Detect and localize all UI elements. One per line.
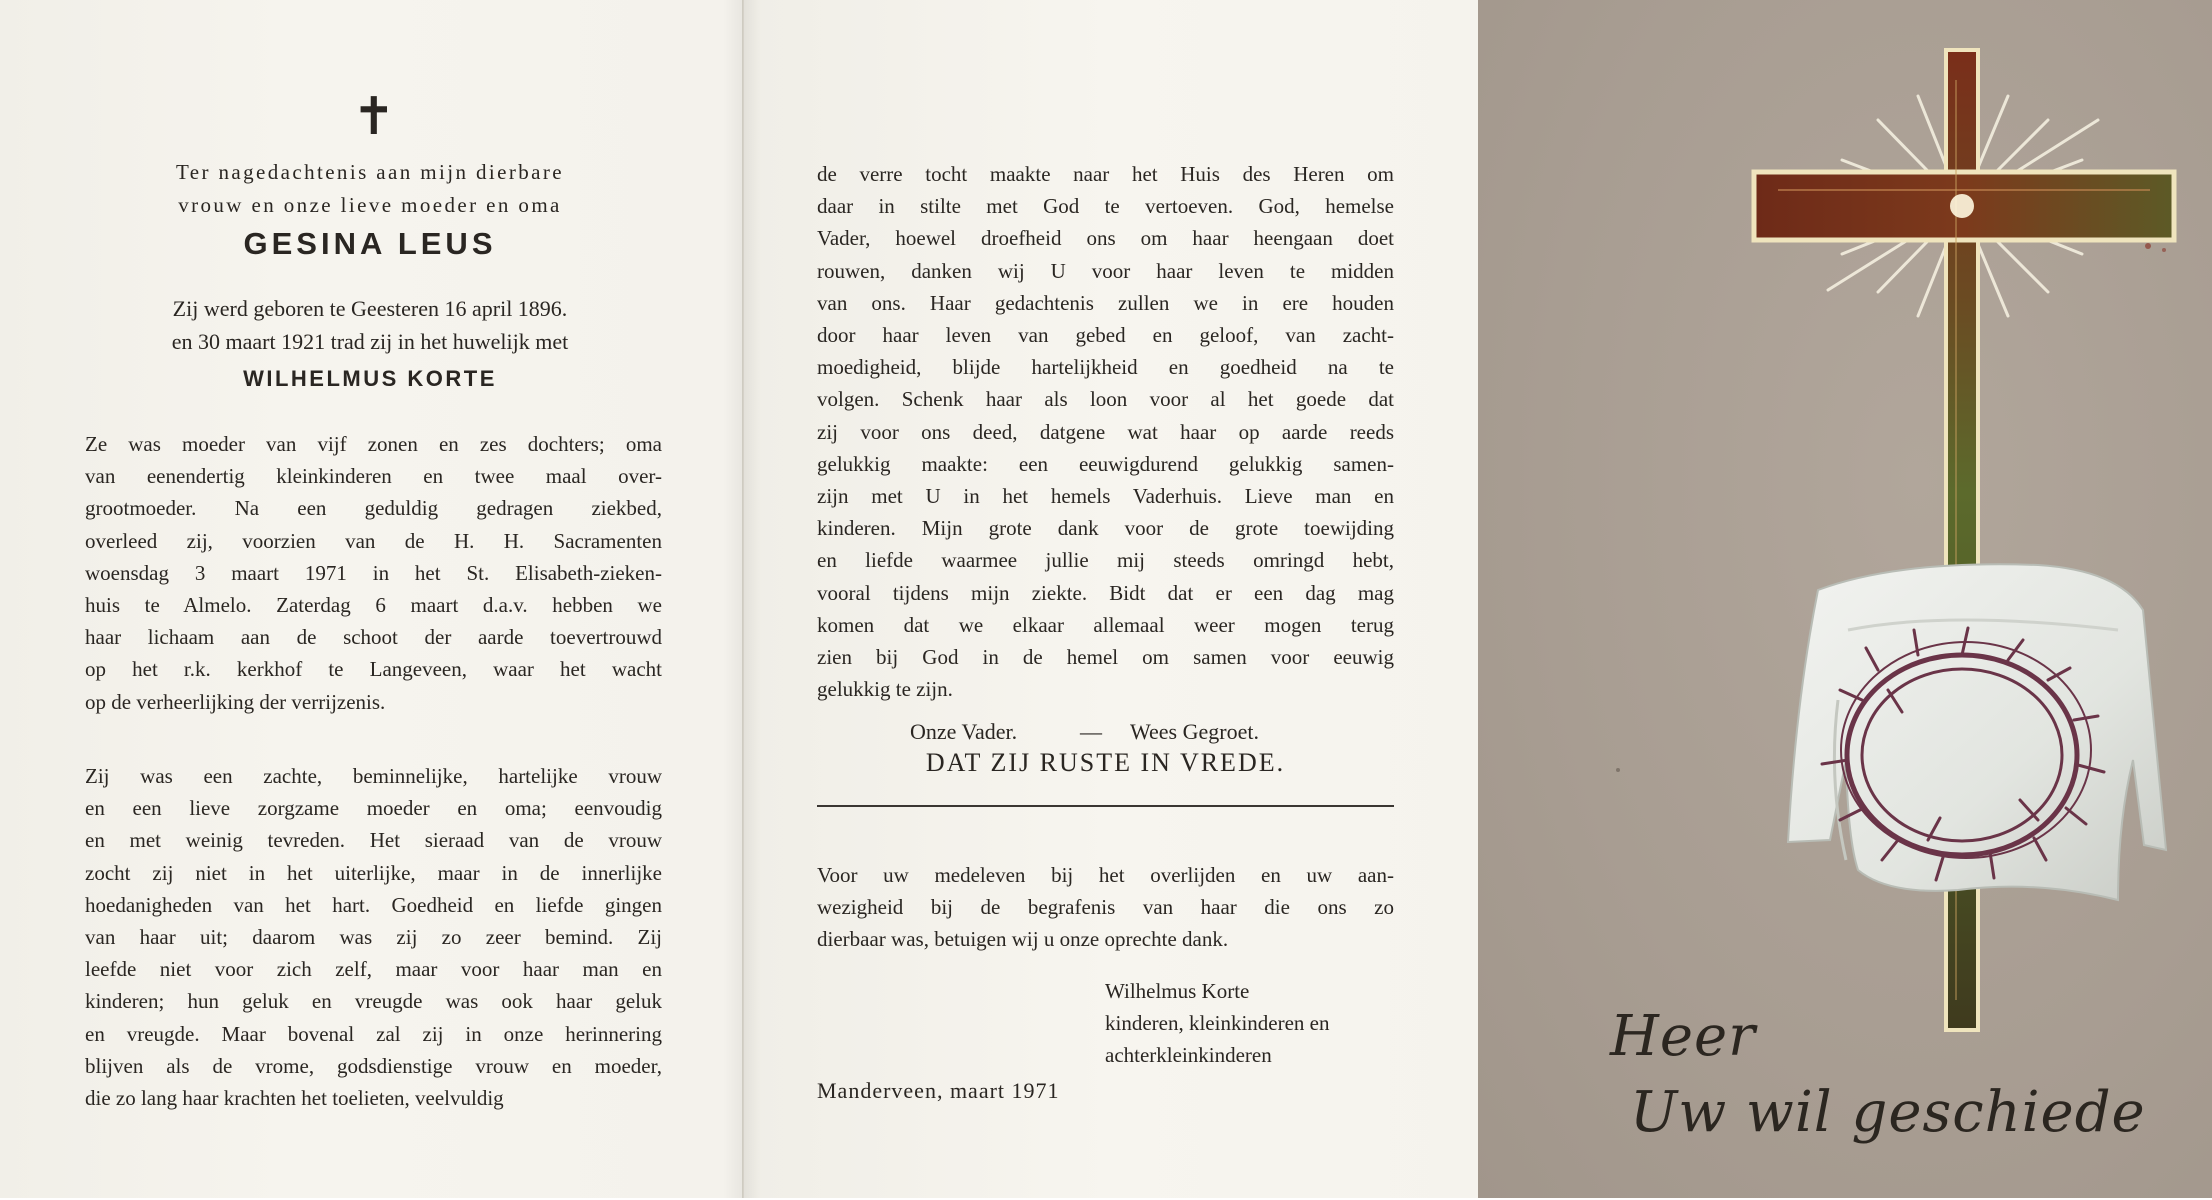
- text-line: volgen. Schenk haar als loon voor al het goede dat: [817, 387, 1394, 412]
- text-line: komen dat we elkaar allemaal weer mogen terug: [817, 612, 1394, 637]
- text-line: overleed zij, voorzien van de H. H. Sacramenten: [85, 528, 662, 553]
- text-line: moedigheid, blijde hartelijkheid en goedheid na te: [817, 355, 1394, 380]
- motto-line-2: Uw wil geschiede: [1630, 1080, 2146, 1145]
- fold-shadow: [723, 0, 743, 1198]
- text-line: Zij was een zachte, beminnelijke, hartelijke vrouw: [85, 764, 662, 788]
- text-line: door haar leven van gebed en geloof, van zacht-: [817, 323, 1394, 347]
- signature-line-1: Wilhelmus Korte: [1105, 979, 1250, 1003]
- divider: [817, 805, 1394, 807]
- text-line: de verre tocht maakte naar het Huis des Heren om: [817, 162, 1394, 186]
- text-line: zijn met U in het hemels Vaderhuis. Lieve man en: [817, 484, 1394, 508]
- glow-center: [1950, 194, 1974, 218]
- intro-line-2: vrouw en onze lieve moeder en oma: [178, 193, 562, 217]
- text-line: Vader, hoewel droefheid ons om haar heengaan doet: [817, 226, 1394, 251]
- text-line: kinderen. Mijn grote dank voor de grote toewijding: [817, 516, 1394, 541]
- motto-line-1: Heer: [1610, 1004, 1756, 1069]
- text-line: kinderen; hun geluk en vreugde was ook haar geluk: [85, 989, 662, 1014]
- intro-line-1: Ter nagedachtenis aan mijn dierbare: [175, 160, 565, 184]
- prayer-hail-mary: Wees Gegroet.: [1130, 719, 1259, 744]
- text-line: gelukkig maakte: een eeuwigdurend gelukkig samen-: [817, 451, 1394, 476]
- place-date: Manderveen, maart 1971: [817, 1078, 1060, 1103]
- text-line: en vreugde. Maar bovenal zal zij in onze herinnering: [85, 1021, 662, 1046]
- text-line: dierbaar was, betuigen wij u onze oprechte dank.: [817, 927, 1229, 952]
- fold-shadow: [743, 0, 761, 1198]
- text-line: hoedanigheden van het hart. Goedheid en liefde gingen: [85, 892, 662, 917]
- signature-line-2: kinderen, kleinkinderen en: [1105, 1011, 1330, 1035]
- deceased-name: GESINA LEUS: [243, 226, 497, 261]
- text-line: woensdag 3 maart 1971 in het St. Elisabeth-zieken-: [85, 560, 662, 585]
- text-line: Ze was moeder van vijf zonen en zes dochters; oma: [85, 432, 662, 456]
- cross-icon: ✝: [352, 89, 396, 146]
- text-line: rouwen, danken wij U voor haar leven te midden: [817, 258, 1394, 283]
- text-line: daar in stilte met God te vertoeven. God, hemelse: [817, 194, 1394, 219]
- text-line: wezigheid bij de begrafenis van haar die ons zo: [817, 895, 1394, 920]
- text-line: zij voor ons deed, datgene wat haar op aarde reeds: [817, 419, 1394, 444]
- left-panel: [0, 0, 743, 1198]
- text-line: blijven als de vrome, godsdienstige vrouw en moeder,: [85, 1053, 662, 1078]
- spouse-name: WILHELMUS KORTE: [243, 366, 497, 391]
- birth-line-1: Zij werd geboren te Geesteren 16 april 1896.: [172, 296, 568, 321]
- text-line: grootmoeder. Na een geduldig gedragen ziekbed,: [85, 496, 662, 521]
- text-line: zien bij God in de hemel om samen voor eeuwig: [817, 645, 1394, 669]
- text-line: haar lichaam aan de schoot der aarde toevertrouwd: [85, 625, 662, 650]
- text-line: van ons. Haar gedachtenis zullen we in ere houden: [817, 290, 1394, 315]
- text-line: vooral tijdens mijn ziekte. Bidt dat er een dag mag: [817, 580, 1394, 605]
- birth-line-2: en 30 maart 1921 trad zij in het huwelijk met: [171, 329, 569, 354]
- text-line: huis te Almelo. Zaterdag 6 maart d.a.v. hebben we: [85, 593, 662, 617]
- text-line: die zo lang haar krachten het toelieten, veelvuldig: [85, 1086, 504, 1110]
- text-line: van eenendertig kleinkinderen en twee maal over-: [85, 464, 662, 489]
- text-line: en met weinig tevreden. Het sieraad van de vrouw: [85, 828, 662, 853]
- prayer-our-father: Onze Vader.: [910, 719, 1018, 744]
- cross-illustration: [1478, 0, 2212, 1198]
- text-line: leefde niet voor zich zelf, maar voor haar man en: [85, 957, 662, 982]
- prayer-dash: —: [1080, 719, 1102, 744]
- text-line: Voor uw medeleven bij het overlijden en uw aan-: [817, 863, 1394, 887]
- text-line: van haar uit; daarom was zij zo zeer bemind. Zij: [85, 925, 662, 949]
- text-line: en een lieve zorgzame moeder en oma; eenvoudig: [85, 796, 662, 821]
- signature-line-3: achterkleinkinderen: [1105, 1043, 1272, 1067]
- text-line: op het r.k. kerkhof te Langeveen, waar het wacht: [85, 657, 662, 682]
- text-line: op de verheerlijking der verrijzenis.: [85, 689, 386, 714]
- text-line: zocht zij niet in het uiterlijke, maar in de innerlijke: [85, 860, 662, 885]
- text-line: gelukkig te zijn.: [817, 677, 953, 702]
- rest-in-peace: DAT ZIJ RUSTE IN VREDE.: [925, 748, 1286, 777]
- text-line: en liefde waarmee jullie mij steeds omringd hebt,: [817, 548, 1394, 573]
